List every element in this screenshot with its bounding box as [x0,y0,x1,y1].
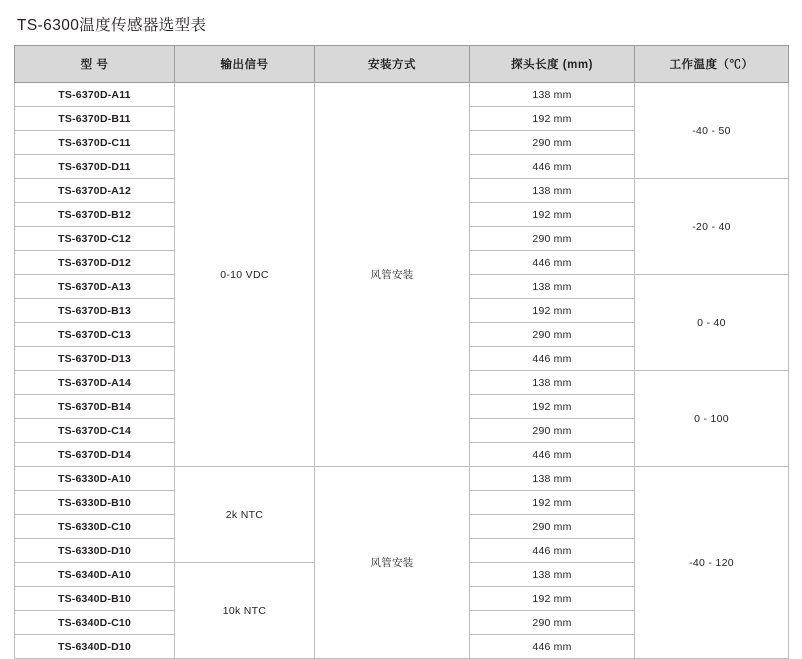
cell-model: TS-6340D-C10 [15,611,175,635]
cell-output-signal: 0-10 VDC [175,83,315,467]
cell-probe-length: 192 mm [470,107,635,131]
column-header-mounting: 安装方式 [315,46,470,83]
column-header-probe-length: 探头长度 (mm) [470,46,635,83]
cell-mounting: 风管安装 [315,467,470,659]
column-header-model: 型 号 [15,46,175,83]
cell-probe-length: 290 mm [470,227,635,251]
cell-model: TS-6330D-C10 [15,515,175,539]
cell-probe-length: 290 mm [470,419,635,443]
cell-working-temperature: -40 - 50 [635,83,789,179]
cell-model: TS-6370D-A12 [15,179,175,203]
cell-working-temperature: 0 - 40 [635,275,789,371]
cell-probe-length: 138 mm [470,83,635,107]
cell-probe-length: 192 mm [470,203,635,227]
cell-model: TS-6370D-B13 [15,299,175,323]
cell-model: TS-6340D-B10 [15,587,175,611]
page-title: TS-6300温度传感器选型表 [17,17,207,34]
column-header-output-signal: 输出信号 [175,46,315,83]
selection-table [14,45,789,659]
table-header [15,46,789,83]
table-row [15,467,789,491]
cell-model: TS-6370D-B11 [15,107,175,131]
cell-working-temperature: -20 - 40 [635,179,789,275]
cell-probe-length: 446 mm [470,347,635,371]
cell-probe-length: 290 mm [470,515,635,539]
cell-probe-length: 138 mm [470,563,635,587]
cell-model: TS-6370D-B12 [15,203,175,227]
cell-probe-length: 290 mm [470,131,635,155]
cell-probe-length: 138 mm [470,275,635,299]
cell-model: TS-6330D-B10 [15,491,175,515]
cell-model: TS-6340D-A10 [15,563,175,587]
cell-probe-length: 290 mm [470,323,635,347]
cell-model: TS-6370D-C13 [15,323,175,347]
cell-probe-length: 138 mm [470,467,635,491]
cell-model: TS-6370D-A11 [15,83,175,107]
cell-output-signal: 2k NTC [175,467,315,563]
cell-probe-length: 446 mm [470,155,635,179]
cell-probe-length: 446 mm [470,635,635,659]
cell-probe-length: 192 mm [470,299,635,323]
cell-model: TS-6370D-A13 [15,275,175,299]
cell-model: TS-6370D-D11 [15,155,175,179]
table-row [15,83,789,107]
cell-model: TS-6370D-C14 [15,419,175,443]
cell-working-temperature: 0 - 100 [635,371,789,467]
cell-probe-length: 138 mm [470,179,635,203]
cell-model: TS-6370D-C12 [15,227,175,251]
cell-model: TS-6340D-D10 [15,635,175,659]
cell-probe-length: 290 mm [470,611,635,635]
cell-probe-length: 192 mm [470,491,635,515]
cell-model: TS-6370D-D13 [15,347,175,371]
table-header-row [15,46,789,83]
cell-probe-length: 446 mm [470,539,635,563]
cell-model: TS-6370D-C11 [15,131,175,155]
cell-model: TS-6370D-A14 [15,371,175,395]
cell-probe-length: 192 mm [470,587,635,611]
table-body [15,83,789,659]
cell-model: TS-6370D-B14 [15,395,175,419]
cell-model: TS-6370D-D12 [15,251,175,275]
cell-mounting: 风管安装 [315,83,470,467]
cell-working-temperature: -40 - 120 [635,467,789,659]
cell-probe-length: 446 mm [470,251,635,275]
cell-model: TS-6330D-D10 [15,539,175,563]
cell-model: TS-6370D-D14 [15,443,175,467]
cell-probe-length: 192 mm [470,395,635,419]
cell-probe-length: 138 mm [470,371,635,395]
cell-probe-length: 446 mm [470,443,635,467]
cell-model: TS-6330D-A10 [15,467,175,491]
cell-output-signal: 10k NTC [175,563,315,659]
column-header-working-temperature: 工作温度（℃） [635,46,789,83]
